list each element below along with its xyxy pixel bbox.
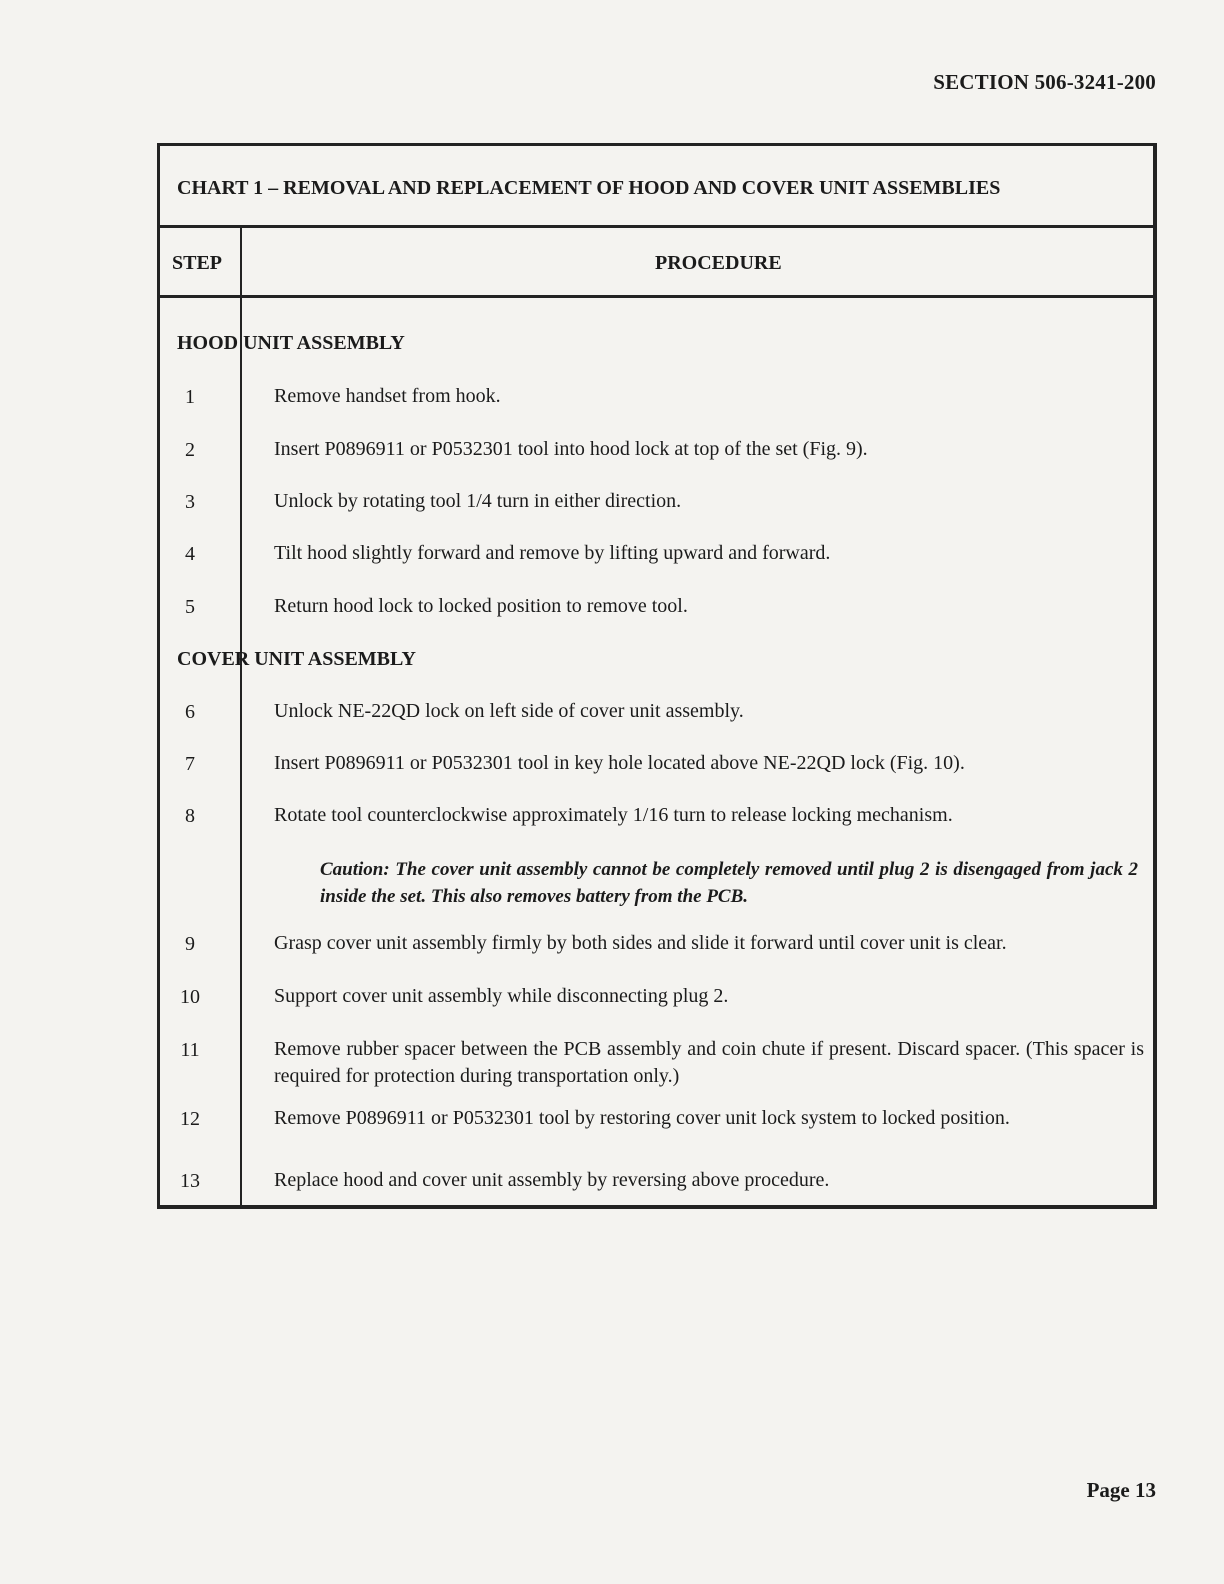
step-text: Support cover unit assembly while disconnecting plug 2. bbox=[274, 985, 729, 1007]
step-number: 6 bbox=[185, 701, 195, 723]
step-number: 3 bbox=[185, 491, 195, 513]
step-text: Grasp cover unit assembly firmly by both sides and slide it forward until cover unit is clear. bbox=[274, 932, 1007, 954]
column-header-step: STEP bbox=[172, 252, 223, 274]
step-text: Remove handset from hook. bbox=[274, 385, 501, 407]
step-number: 13 bbox=[180, 1170, 200, 1192]
caution-note: Caution: The cover unit assembly cannot be completely removed until plug 2 is disengaged from jack 2 inside the set. This also removes battery from the PCB. bbox=[320, 859, 1138, 907]
step-text: Tilt hood slightly forward and remove by lifting upward and forward. bbox=[274, 542, 831, 564]
step-text: Unlock NE-22QD lock on left side of cover unit assembly. bbox=[274, 700, 744, 722]
step-text: Remove rubber spacer between the PCB assembly and coin chute if present. Discard spacer. (This spacer is required for protection during transportation only.) bbox=[274, 1038, 1144, 1087]
step-number: 2 bbox=[185, 439, 195, 461]
step-text: Insert P0896911 or P0532301 tool into hood lock at top of the set (Fig. 9). bbox=[274, 438, 868, 460]
step-text: Replace hood and cover unit assembly by reversing above procedure. bbox=[274, 1169, 830, 1191]
section-header: SECTION 506-3241-200 bbox=[933, 70, 1156, 94]
step-text: Return hood lock to locked position to remove tool. bbox=[274, 595, 688, 617]
step-number: 8 bbox=[185, 805, 195, 827]
step-text: Rotate tool counterclockwise approximately 1/16 turn to release locking mechanism. bbox=[274, 804, 953, 826]
step-text: Insert P0896911 or P0532301 tool in key hole located above NE-22QD lock (Fig. 10). bbox=[274, 752, 965, 774]
step-number: 5 bbox=[185, 596, 195, 618]
step-text: Unlock by rotating tool 1/4 turn in either direction. bbox=[274, 490, 682, 512]
step-number: 11 bbox=[180, 1039, 200, 1061]
step-number: 4 bbox=[185, 543, 195, 565]
step-number: 10 bbox=[180, 986, 200, 1008]
step-number: 1 bbox=[185, 386, 195, 408]
group-heading-hood: HOOD UNIT ASSEMBLY bbox=[177, 332, 405, 354]
column-divider bbox=[240, 228, 242, 1205]
column-header-procedure: PROCEDURE bbox=[655, 252, 782, 274]
page-number: Page 13 bbox=[1086, 1478, 1156, 1502]
step-number: 12 bbox=[180, 1108, 200, 1130]
step-number: 7 bbox=[185, 753, 195, 775]
step-text: Remove P0896911 or P0532301 tool by restoring cover unit lock system to locked position. bbox=[274, 1107, 1010, 1129]
group-heading-cover: COVER UNIT ASSEMBLY bbox=[177, 648, 416, 670]
step-number: 9 bbox=[185, 933, 195, 955]
chart-title: CHART 1 – REMOVAL AND REPLACEMENT OF HOOD AND COVER UNIT ASSEMBLIES bbox=[160, 146, 1153, 228]
chart-header-row bbox=[160, 228, 1153, 298]
procedure-chart bbox=[157, 143, 1157, 1209]
